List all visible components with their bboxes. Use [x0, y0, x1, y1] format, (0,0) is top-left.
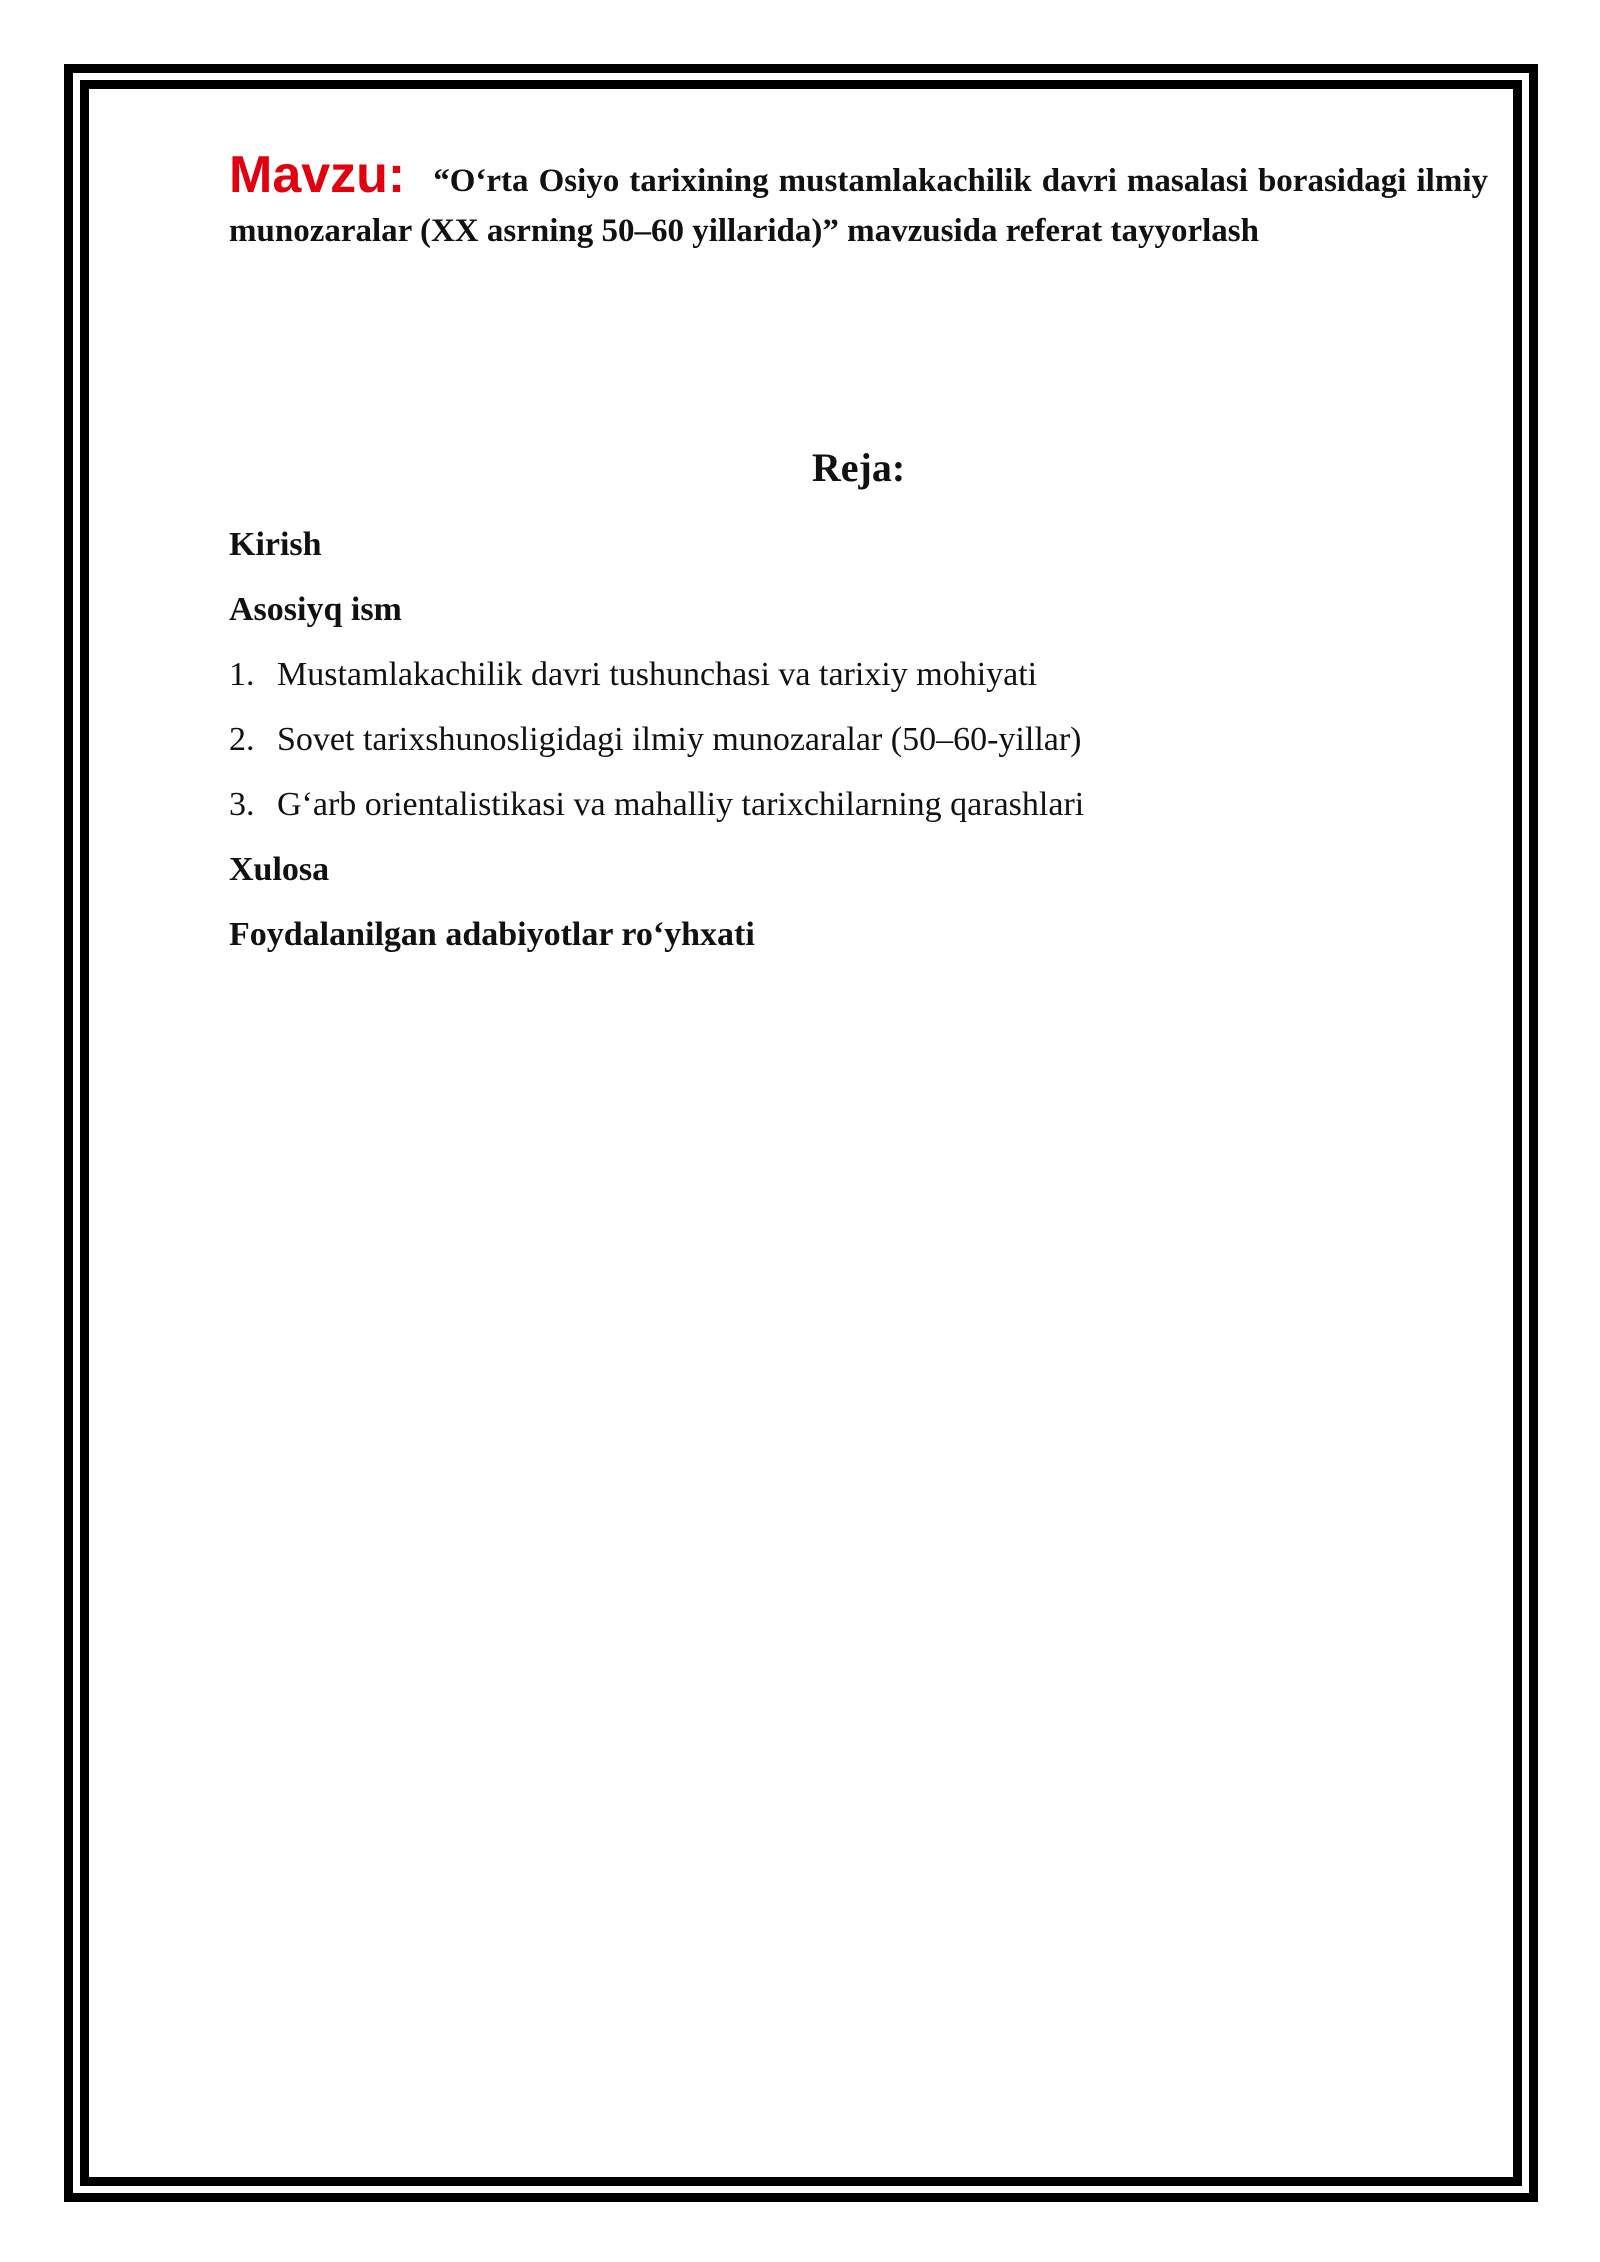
plan-title: Reja:	[811, 445, 906, 490]
plan-conclusion: Xulosa	[229, 851, 330, 888]
topic-text: “O‘rta Osiyo tarixining mustamlakachilik davri masalasi borasidagi ilmiy munozaralar (XX asrning 50–60 yillarida)” mavzusida referat tayyorlash	[229, 163, 1488, 249]
topic-label: Mavzu:	[229, 146, 406, 204]
plan-main: Asosiyq ism	[229, 591, 402, 628]
plan-item-number: 1.	[229, 656, 255, 693]
plan-item	[229, 707, 1488, 772]
plan-item	[229, 642, 1488, 707]
plan-intro: Kirish	[229, 526, 322, 563]
plan-item	[229, 772, 1488, 837]
plan-item-text: Sovet tarixshunosligidagi ilmiy munozaralar (50–60-yillar)	[277, 721, 1082, 758]
plan-item-text: G‘arb orientalistikasi va mahalliy tarixchilarning qarashlari	[277, 786, 1085, 823]
topic-heading	[229, 146, 1488, 256]
plan-item-number: 2.	[229, 721, 255, 758]
plan-item-number: 3.	[229, 786, 255, 823]
page-border-inner	[80, 80, 1522, 2186]
plan-item-text: Mustamlakachilik davri tushunchasi va tarixiy mohiyati	[277, 656, 1038, 693]
plan-list	[229, 512, 1488, 967]
document-content	[229, 146, 1488, 953]
plan-references: Foydalanilgan adabiyotlar ro‘yhxati	[229, 916, 755, 953]
